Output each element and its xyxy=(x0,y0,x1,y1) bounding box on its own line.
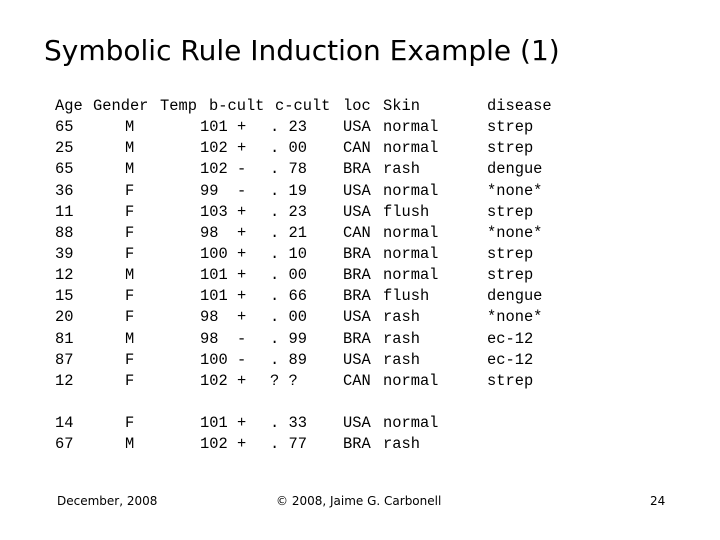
table-row xyxy=(0,265,720,286)
table-row xyxy=(0,350,720,371)
table-row xyxy=(0,244,720,265)
cell-loc: CAN xyxy=(343,223,371,242)
cell-ccult: . 23 xyxy=(270,118,307,137)
table-header-row xyxy=(0,96,720,117)
table-row xyxy=(0,434,720,455)
cell-skin: normal xyxy=(383,223,439,242)
table-row xyxy=(0,117,720,138)
cell-ccult: . 00 xyxy=(270,139,307,158)
header-bcult: b-cult xyxy=(209,97,265,115)
table-row xyxy=(0,286,720,307)
cell-skin: rash xyxy=(383,160,420,179)
cell-age: 14 xyxy=(55,413,74,432)
cell-gender: M xyxy=(125,118,135,137)
cell-temp: 102 xyxy=(200,160,228,179)
cell-disease: dengue xyxy=(487,287,543,306)
cell-ccult: . 77 xyxy=(270,435,307,454)
header-skin: Skin xyxy=(383,97,420,115)
table-row xyxy=(0,202,720,223)
cell-gender: M xyxy=(125,266,135,285)
cell-age: 87 xyxy=(55,350,74,369)
cell-age: 65 xyxy=(55,118,74,137)
cell-skin: rash xyxy=(383,308,420,327)
cell-disease: strep xyxy=(487,118,534,137)
cell-bcult: - xyxy=(237,329,247,348)
cell-skin: flush xyxy=(383,287,430,306)
cell-disease: *none* xyxy=(487,308,543,327)
cell-temp: 102 xyxy=(200,371,228,390)
cell-temp: 102 xyxy=(200,139,228,158)
cell-gender: M xyxy=(125,160,135,179)
cell-ccult: . 89 xyxy=(270,350,307,369)
cell-temp: 103 xyxy=(200,202,228,221)
cell-age: 12 xyxy=(55,371,74,390)
cell-bcult: + xyxy=(237,139,247,158)
cell-ccult: ? ? xyxy=(270,371,298,390)
cell-skin: normal xyxy=(383,413,439,432)
cell-ccult: . 00 xyxy=(270,266,307,285)
cell-disease: dengue xyxy=(487,160,543,179)
cell-loc: USA xyxy=(343,202,371,221)
table-row xyxy=(0,307,720,328)
cell-bcult: + xyxy=(237,244,247,263)
cell-skin: rash xyxy=(383,329,420,348)
cell-temp: 102 xyxy=(200,435,228,454)
cell-temp: 101 xyxy=(200,118,228,137)
unlabeled-rows xyxy=(0,413,720,455)
cell-gender: F xyxy=(125,308,135,327)
cell-skin: normal xyxy=(383,181,439,200)
row-gap xyxy=(0,392,720,413)
cell-gender: M xyxy=(125,329,135,348)
cell-disease: *none* xyxy=(487,223,543,242)
cell-bcult: + xyxy=(237,413,247,432)
cell-ccult: . 23 xyxy=(270,202,307,221)
table-row xyxy=(0,138,720,159)
cell-ccult: . 10 xyxy=(270,244,307,263)
cell-gender: M xyxy=(125,435,135,454)
cell-age: 20 xyxy=(55,308,74,327)
table-row xyxy=(0,371,720,392)
cell-age: 11 xyxy=(55,202,74,221)
cell-bcult: - xyxy=(237,160,247,179)
footer-copyright: © 2008, Jaime G. Carbonell xyxy=(276,494,442,508)
cell-gender: F xyxy=(125,244,135,263)
cell-bcult: + xyxy=(237,118,247,137)
cell-ccult: . 33 xyxy=(270,413,307,432)
cell-bcult: - xyxy=(237,181,247,200)
header-loc: loc xyxy=(343,97,371,115)
cell-loc: BRA xyxy=(343,266,371,285)
cell-skin: rash xyxy=(383,350,420,369)
cell-age: 15 xyxy=(55,287,74,306)
cell-bcult: + xyxy=(237,308,247,327)
cell-bcult: + xyxy=(237,202,247,221)
cell-age: 39 xyxy=(55,244,74,263)
cell-bcult: + xyxy=(237,435,247,454)
cell-age: 65 xyxy=(55,160,74,179)
cell-disease: strep xyxy=(487,371,534,390)
cell-temp: 99 xyxy=(200,181,219,200)
cell-ccult: . 21 xyxy=(270,223,307,242)
cell-age: 81 xyxy=(55,329,74,348)
cell-gender: F xyxy=(125,181,135,200)
cell-temp: 98 xyxy=(200,308,219,327)
page-number: 24 xyxy=(650,494,666,508)
cell-loc: USA xyxy=(343,118,371,137)
header-disease: disease xyxy=(487,97,552,115)
cell-temp: 100 xyxy=(200,244,228,263)
cell-bcult: - xyxy=(237,350,247,369)
cell-age: 25 xyxy=(55,139,74,158)
cell-skin: normal xyxy=(383,139,439,158)
cell-loc: BRA xyxy=(343,287,371,306)
cell-bcult: + xyxy=(237,266,247,285)
labeled-rows xyxy=(0,117,720,392)
cell-loc: BRA xyxy=(343,244,371,263)
cell-gender: F xyxy=(125,413,135,432)
cell-ccult: . 66 xyxy=(270,287,307,306)
cell-loc: USA xyxy=(343,308,371,327)
cell-gender: F xyxy=(125,350,135,369)
cell-loc: CAN xyxy=(343,139,371,158)
header-gender: Gender xyxy=(93,97,149,115)
header-ccult: c-cult xyxy=(275,97,331,115)
cell-skin: normal xyxy=(383,244,439,263)
cell-temp: 100 xyxy=(200,350,228,369)
cell-gender: F xyxy=(125,371,135,390)
cell-ccult: . 19 xyxy=(270,181,307,200)
cell-age: 88 xyxy=(55,223,74,242)
cell-loc: USA xyxy=(343,413,371,432)
cell-loc: CAN xyxy=(343,371,371,390)
slide-title: Symbolic Rule Induction Example (1) xyxy=(44,34,560,67)
cell-loc: BRA xyxy=(343,160,371,179)
cell-disease: ec-12 xyxy=(487,350,534,369)
table-row xyxy=(0,329,720,350)
header-temp: Temp xyxy=(160,97,197,115)
cell-loc: USA xyxy=(343,350,371,369)
table-row xyxy=(0,159,720,180)
cell-temp: 98 xyxy=(200,223,219,242)
cell-skin: normal xyxy=(383,266,439,285)
cell-ccult: . 00 xyxy=(270,308,307,327)
cell-age: 12 xyxy=(55,266,74,285)
cell-disease: strep xyxy=(487,202,534,221)
cell-disease: strep xyxy=(487,139,534,158)
cell-temp: 101 xyxy=(200,413,228,432)
table-row xyxy=(0,181,720,202)
cell-gender: F xyxy=(125,287,135,306)
cell-temp: 98 xyxy=(200,329,219,348)
cell-skin: rash xyxy=(383,435,420,454)
cell-age: 36 xyxy=(55,181,74,200)
cell-gender: M xyxy=(125,139,135,158)
cell-age: 67 xyxy=(55,435,74,454)
cell-disease: ec-12 xyxy=(487,329,534,348)
table-row xyxy=(0,223,720,244)
cell-temp: 101 xyxy=(200,266,228,285)
cell-bcult: + xyxy=(237,223,247,242)
cell-ccult: . 99 xyxy=(270,329,307,348)
cell-disease: strep xyxy=(487,244,534,263)
cell-loc: BRA xyxy=(343,435,371,454)
data-table xyxy=(0,96,720,455)
header-age: Age xyxy=(55,97,83,115)
cell-temp: 101 xyxy=(200,287,228,306)
cell-gender: F xyxy=(125,202,135,221)
cell-gender: F xyxy=(125,223,135,242)
cell-skin: flush xyxy=(383,202,430,221)
table-row xyxy=(0,413,720,434)
cell-disease: *none* xyxy=(487,181,543,200)
cell-loc: USA xyxy=(343,181,371,200)
cell-bcult: + xyxy=(237,287,247,306)
cell-bcult: + xyxy=(237,371,247,390)
cell-disease: strep xyxy=(487,266,534,285)
cell-skin: normal xyxy=(383,118,439,137)
footer-date: December, 2008 xyxy=(57,494,158,508)
cell-ccult: . 78 xyxy=(270,160,307,179)
cell-skin: normal xyxy=(383,371,439,390)
cell-loc: BRA xyxy=(343,329,371,348)
